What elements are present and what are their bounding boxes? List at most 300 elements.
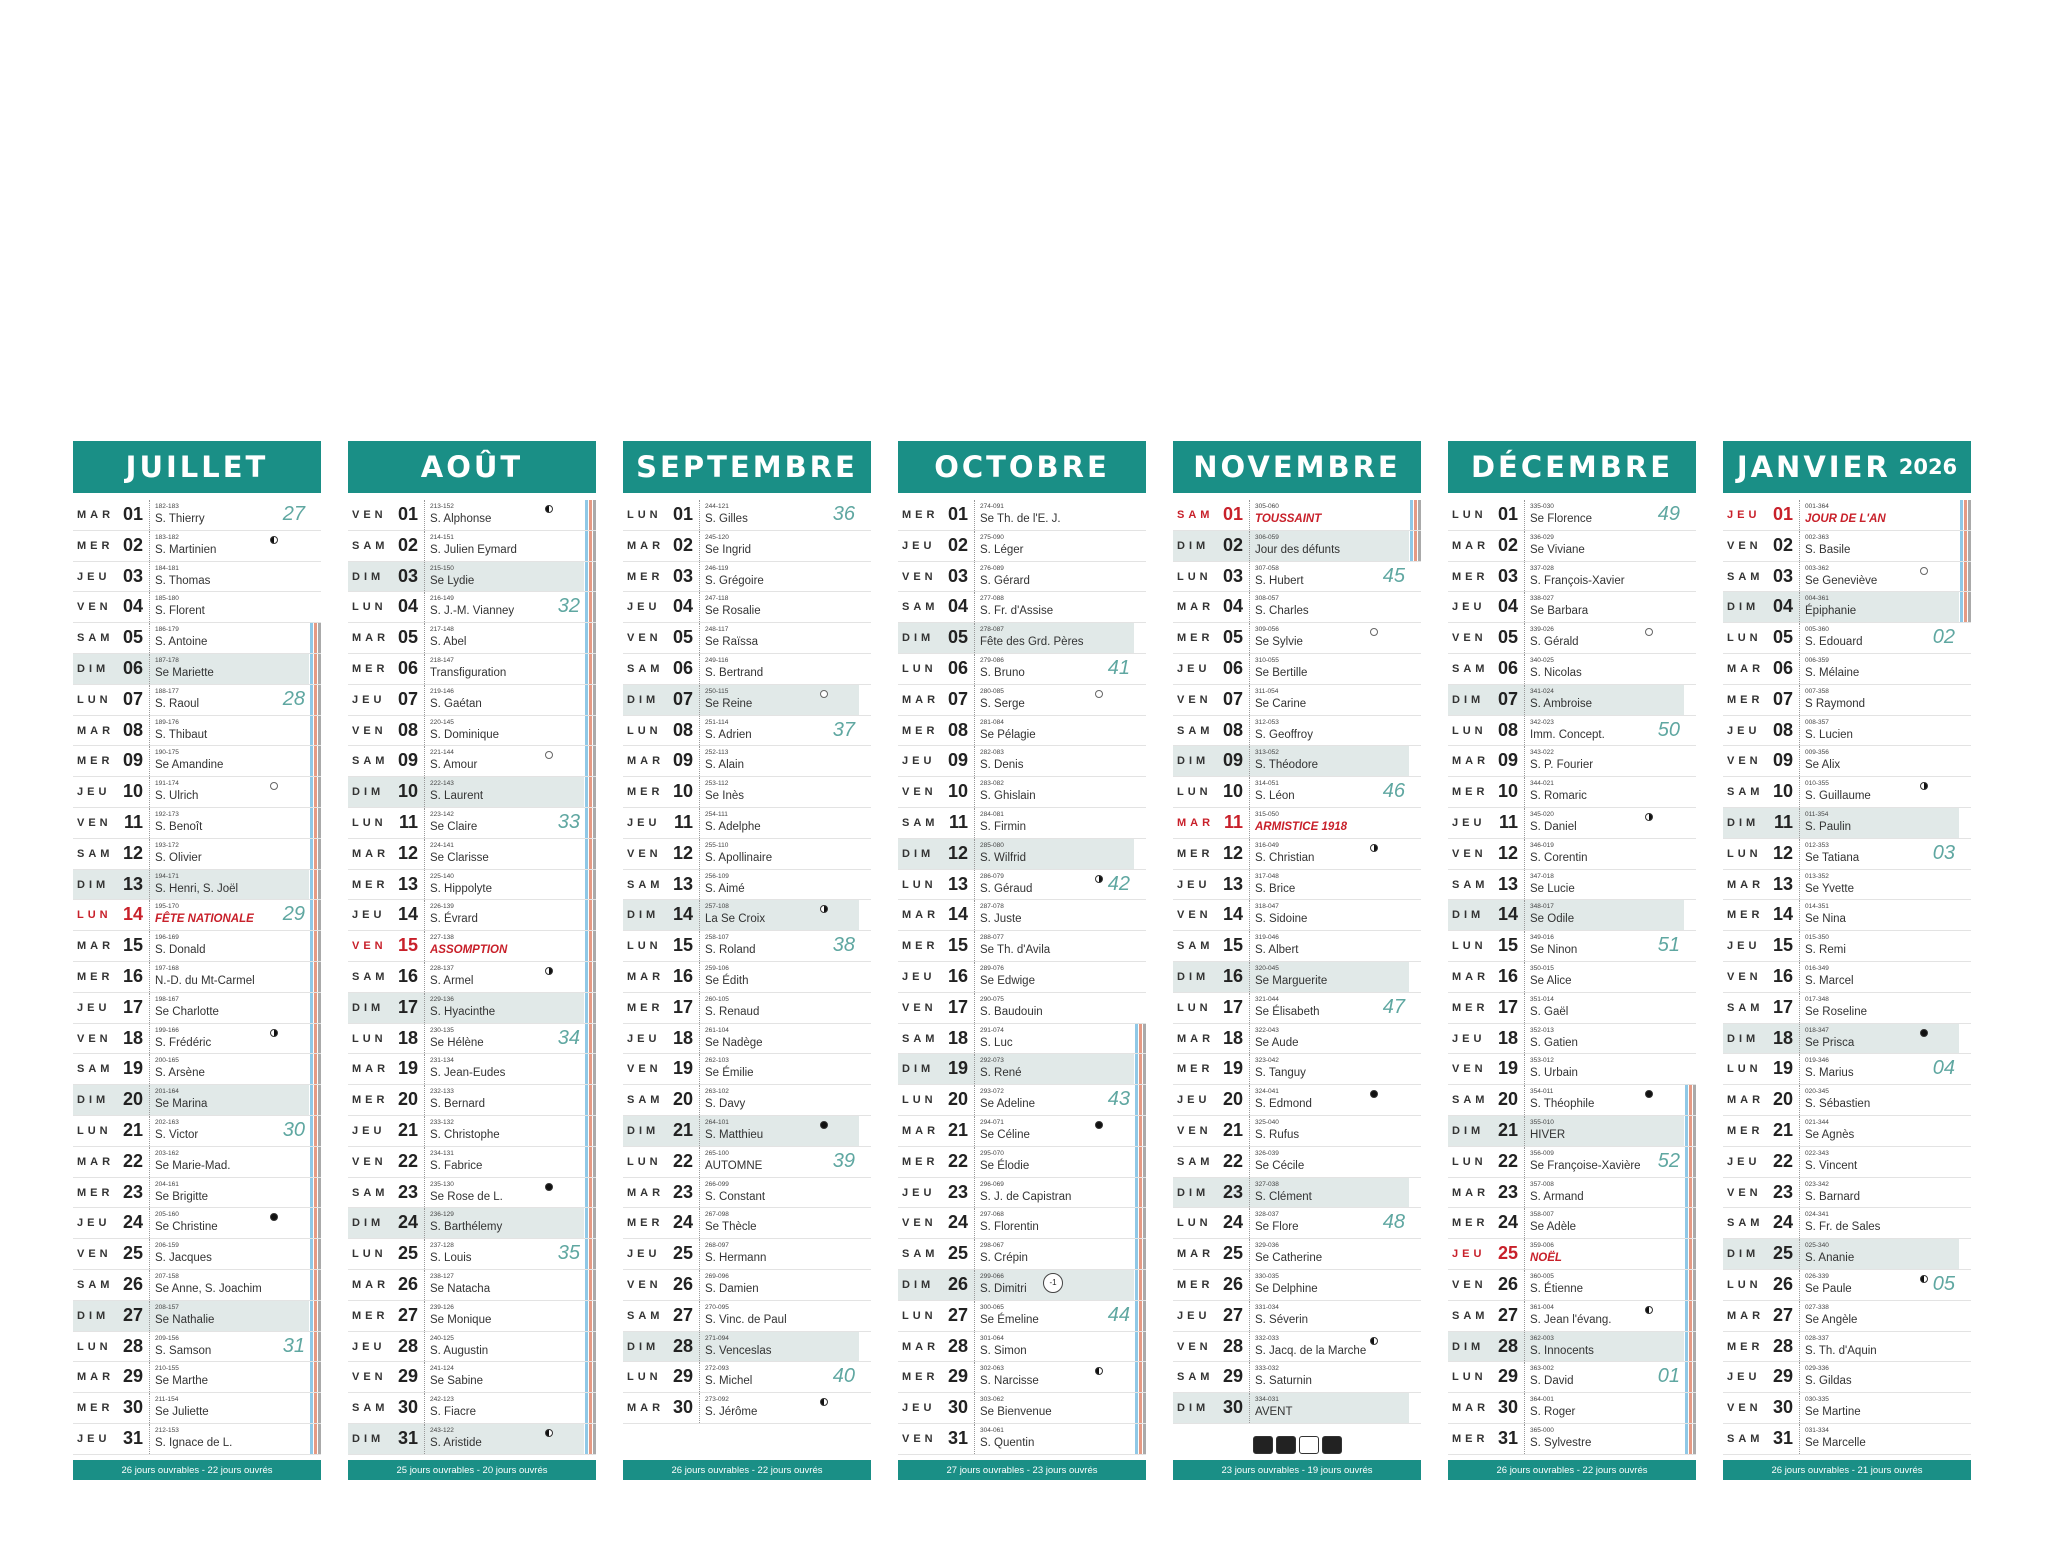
day-row[interactable] bbox=[1723, 746, 1971, 777]
day-row[interactable] bbox=[898, 993, 1146, 1024]
day-row[interactable] bbox=[623, 685, 871, 716]
day-row[interactable] bbox=[73, 1362, 321, 1393]
saint-name: S. Grégoire bbox=[705, 574, 764, 587]
day-row[interactable] bbox=[623, 1332, 871, 1363]
new-moon-icon bbox=[1095, 1121, 1103, 1129]
dotted-divider bbox=[1524, 1116, 1525, 1146]
day-row[interactable] bbox=[1723, 1147, 1971, 1178]
day-row[interactable] bbox=[348, 1332, 596, 1363]
zone-a-stripe bbox=[1960, 562, 1963, 592]
zone-c-stripe bbox=[593, 685, 596, 715]
day-row[interactable] bbox=[898, 562, 1146, 593]
weekday: DIM bbox=[1452, 1340, 1485, 1353]
day-number: 05 bbox=[947, 627, 968, 648]
dotted-divider bbox=[1524, 531, 1525, 561]
day-row[interactable] bbox=[73, 592, 321, 623]
day-row[interactable] bbox=[1723, 777, 1971, 808]
day-row[interactable] bbox=[1448, 531, 1696, 562]
day-row[interactable] bbox=[73, 962, 321, 993]
day-row[interactable] bbox=[898, 592, 1146, 623]
day-row[interactable] bbox=[1173, 777, 1421, 808]
day-row[interactable] bbox=[348, 1424, 596, 1455]
zone-a-stripe bbox=[585, 1024, 588, 1054]
day-row[interactable] bbox=[623, 500, 871, 531]
day-row[interactable] bbox=[1448, 1239, 1696, 1270]
day-row[interactable] bbox=[898, 746, 1146, 777]
day-row[interactable] bbox=[1448, 931, 1696, 962]
day-row[interactable] bbox=[1173, 1270, 1421, 1301]
day-row[interactable] bbox=[1448, 1085, 1696, 1116]
day-row[interactable] bbox=[73, 900, 321, 931]
day-row[interactable] bbox=[1723, 1424, 1971, 1455]
day-number: 18 bbox=[947, 1027, 968, 1048]
day-row[interactable] bbox=[348, 1301, 596, 1332]
day-row[interactable] bbox=[623, 1208, 871, 1239]
day-row[interactable] bbox=[1448, 962, 1696, 993]
month-column bbox=[1173, 441, 1421, 1476]
saint-name: Se Thècle bbox=[705, 1221, 757, 1234]
day-of-year-code: 285-080 bbox=[980, 841, 1004, 849]
weekday: MAR bbox=[352, 1063, 390, 1076]
day-row[interactable] bbox=[73, 839, 321, 870]
day-row[interactable] bbox=[348, 1024, 596, 1055]
day-row[interactable] bbox=[1723, 1024, 1971, 1055]
day-row[interactable] bbox=[348, 1116, 596, 1147]
day-row[interactable] bbox=[1448, 1116, 1696, 1147]
last-quarter-icon bbox=[1645, 813, 1653, 821]
day-row[interactable] bbox=[1173, 716, 1421, 747]
weekday: MER bbox=[352, 1309, 389, 1322]
day-row[interactable] bbox=[623, 1054, 871, 1085]
day-row[interactable] bbox=[1723, 654, 1971, 685]
day-row[interactable] bbox=[1448, 1178, 1696, 1209]
day-row[interactable] bbox=[898, 1054, 1146, 1085]
day-of-year-code: 312-053 bbox=[1255, 718, 1279, 726]
day-number: 24 bbox=[1497, 1212, 1518, 1233]
day-row[interactable] bbox=[1723, 1270, 1971, 1301]
day-row[interactable] bbox=[1448, 1332, 1696, 1363]
weekday: LUN bbox=[627, 1371, 662, 1384]
zone-b-stripe bbox=[314, 808, 317, 838]
day-row[interactable] bbox=[73, 1424, 321, 1455]
day-row[interactable] bbox=[1723, 1085, 1971, 1116]
month-header bbox=[1723, 441, 1971, 493]
day-row[interactable] bbox=[1723, 1116, 1971, 1147]
day-row[interactable] bbox=[1723, 716, 1971, 747]
day-row[interactable] bbox=[623, 1116, 871, 1147]
zone-a-stripe bbox=[310, 1424, 313, 1454]
day-row[interactable] bbox=[1723, 931, 1971, 962]
day-row[interactable] bbox=[73, 623, 321, 654]
day-row[interactable] bbox=[623, 1147, 871, 1178]
day-row[interactable] bbox=[623, 962, 871, 993]
day-row[interactable] bbox=[1723, 962, 1971, 993]
day-row[interactable] bbox=[348, 685, 596, 716]
day-row[interactable] bbox=[1173, 1332, 1421, 1363]
day-row[interactable] bbox=[898, 1147, 1146, 1178]
day-row[interactable] bbox=[73, 777, 321, 808]
day-row[interactable] bbox=[1173, 1301, 1421, 1332]
day-row[interactable] bbox=[1723, 1239, 1971, 1270]
zone-a-stripe bbox=[1135, 1301, 1138, 1331]
day-row[interactable] bbox=[1723, 592, 1971, 623]
day-row[interactable] bbox=[348, 654, 596, 685]
day-row[interactable] bbox=[623, 1239, 871, 1270]
day-row[interactable] bbox=[623, 1178, 871, 1209]
saint-name: S. Aristide bbox=[430, 1436, 482, 1449]
day-number: 06 bbox=[672, 657, 693, 678]
dotted-divider bbox=[149, 1116, 150, 1146]
day-row[interactable] bbox=[1448, 1301, 1696, 1332]
day-row[interactable] bbox=[348, 592, 596, 623]
day-row[interactable] bbox=[898, 1208, 1146, 1239]
day-row[interactable] bbox=[1448, 1362, 1696, 1393]
dotted-divider bbox=[149, 500, 150, 530]
day-row[interactable] bbox=[1448, 1393, 1696, 1424]
weekday: JEU bbox=[352, 693, 386, 706]
day-row[interactable] bbox=[1173, 685, 1421, 716]
day-row[interactable] bbox=[898, 623, 1146, 654]
day-row[interactable] bbox=[1173, 931, 1421, 962]
day-row[interactable] bbox=[623, 562, 871, 593]
day-row[interactable] bbox=[348, 1178, 596, 1209]
school-holiday-stripes bbox=[584, 1362, 596, 1392]
dotted-divider bbox=[699, 1332, 700, 1362]
zone-a-stripe bbox=[1685, 1178, 1688, 1208]
day-row[interactable] bbox=[1448, 746, 1696, 777]
day-row[interactable] bbox=[1173, 1208, 1421, 1239]
day-row[interactable] bbox=[348, 1270, 596, 1301]
day-row[interactable] bbox=[348, 1393, 596, 1424]
day-row[interactable] bbox=[1723, 900, 1971, 931]
day-row[interactable] bbox=[73, 746, 321, 777]
day-number: 04 bbox=[1497, 596, 1518, 617]
day-row[interactable] bbox=[623, 839, 871, 870]
dotted-divider bbox=[424, 1085, 425, 1115]
day-row[interactable] bbox=[348, 931, 596, 962]
day-row[interactable] bbox=[623, 1393, 871, 1424]
day-number: 20 bbox=[947, 1089, 968, 1110]
day-row[interactable] bbox=[348, 1054, 596, 1085]
day-row[interactable] bbox=[1173, 1054, 1421, 1085]
day-row[interactable] bbox=[348, 531, 596, 562]
saint-name: Se Sabine bbox=[430, 1375, 484, 1388]
day-row[interactable] bbox=[73, 654, 321, 685]
day-row[interactable] bbox=[1448, 654, 1696, 685]
day-row[interactable] bbox=[1723, 562, 1971, 593]
day-row[interactable] bbox=[1448, 1147, 1696, 1178]
day-row[interactable] bbox=[898, 839, 1146, 870]
day-row[interactable] bbox=[1173, 654, 1421, 685]
day-row[interactable] bbox=[1448, 1270, 1696, 1301]
day-row[interactable] bbox=[348, 1208, 596, 1239]
weekday: DIM bbox=[1177, 539, 1210, 552]
zone-a-stripe bbox=[310, 1054, 313, 1084]
day-row[interactable] bbox=[1723, 1208, 1971, 1239]
day-row[interactable] bbox=[623, 1024, 871, 1055]
day-row[interactable] bbox=[348, 839, 596, 870]
day-row[interactable] bbox=[1723, 1393, 1971, 1424]
zone-b-stripe bbox=[1139, 1239, 1142, 1269]
day-row[interactable] bbox=[1173, 1362, 1421, 1393]
day-row[interactable] bbox=[1173, 1393, 1421, 1424]
day-row[interactable] bbox=[898, 931, 1146, 962]
day-row[interactable] bbox=[1173, 1178, 1421, 1209]
day-number: 31 bbox=[122, 1427, 143, 1448]
day-row[interactable] bbox=[348, 870, 596, 901]
weekday: SAM bbox=[352, 1402, 389, 1415]
day-row[interactable] bbox=[623, 1362, 871, 1393]
dotted-divider bbox=[149, 962, 150, 992]
dotted-divider bbox=[699, 931, 700, 961]
weekday: MER bbox=[1727, 909, 1764, 922]
day-row[interactable] bbox=[73, 562, 321, 593]
day-row[interactable] bbox=[1173, 962, 1421, 993]
day-row[interactable] bbox=[1173, 1239, 1421, 1270]
day-row[interactable] bbox=[623, 716, 871, 747]
day-row[interactable] bbox=[1723, 500, 1971, 531]
day-row[interactable] bbox=[1723, 1332, 1971, 1363]
day-row[interactable] bbox=[1723, 870, 1971, 901]
day-number: 14 bbox=[397, 904, 418, 925]
day-row[interactable] bbox=[898, 1270, 1146, 1301]
day-row[interactable] bbox=[1448, 500, 1696, 531]
day-row[interactable] bbox=[898, 900, 1146, 931]
day-row[interactable] bbox=[1723, 993, 1971, 1024]
day-row[interactable] bbox=[623, 870, 871, 901]
weekday: VEN bbox=[77, 1248, 112, 1261]
weekday: LUN bbox=[1452, 940, 1487, 953]
day-row[interactable] bbox=[348, 808, 596, 839]
day-row[interactable] bbox=[1723, 1362, 1971, 1393]
day-row[interactable] bbox=[1173, 592, 1421, 623]
day-row[interactable] bbox=[1723, 531, 1971, 562]
day-of-year-code: 006-359 bbox=[1805, 656, 1829, 664]
day-row[interactable] bbox=[1173, 562, 1421, 593]
day-of-year-code: 325-040 bbox=[1255, 1118, 1279, 1126]
day-row[interactable] bbox=[73, 1301, 321, 1332]
day-row[interactable] bbox=[898, 1116, 1146, 1147]
day-row[interactable] bbox=[73, 1024, 321, 1055]
school-holiday-stripes bbox=[1134, 1147, 1146, 1177]
day-row[interactable] bbox=[73, 1116, 321, 1147]
weekday: LUN bbox=[627, 940, 662, 953]
day-row[interactable] bbox=[73, 1239, 321, 1270]
day-row[interactable] bbox=[898, 962, 1146, 993]
zone-b-stripe bbox=[314, 839, 317, 869]
day-row[interactable] bbox=[1448, 808, 1696, 839]
day-row[interactable] bbox=[1448, 623, 1696, 654]
day-row[interactable] bbox=[1448, 993, 1696, 1024]
dotted-divider bbox=[424, 1239, 425, 1269]
day-row[interactable] bbox=[73, 531, 321, 562]
day-row[interactable] bbox=[898, 808, 1146, 839]
day-row[interactable] bbox=[1173, 839, 1421, 870]
day-row[interactable] bbox=[623, 531, 871, 562]
day-row[interactable] bbox=[348, 1362, 596, 1393]
weekday: MAR bbox=[902, 693, 940, 706]
day-row[interactable] bbox=[348, 1239, 596, 1270]
day-row[interactable] bbox=[73, 1178, 321, 1209]
day-row[interactable] bbox=[73, 1085, 321, 1116]
day-row[interactable] bbox=[1723, 1301, 1971, 1332]
day-of-year-code: 305-060 bbox=[1255, 503, 1279, 510]
day-row[interactable] bbox=[1173, 808, 1421, 839]
day-row[interactable] bbox=[1173, 993, 1421, 1024]
day-row[interactable] bbox=[1173, 870, 1421, 901]
day-number: 26 bbox=[397, 1273, 418, 1294]
day-row[interactable] bbox=[348, 1085, 596, 1116]
day-row[interactable] bbox=[73, 1208, 321, 1239]
day-row[interactable] bbox=[1448, 1208, 1696, 1239]
day-row[interactable] bbox=[898, 1085, 1146, 1116]
day-row[interactable] bbox=[898, 1239, 1146, 1270]
day-row[interactable] bbox=[73, 1147, 321, 1178]
day-of-year-code: 357-008 bbox=[1530, 1180, 1554, 1188]
day-row[interactable] bbox=[623, 993, 871, 1024]
day-row[interactable] bbox=[898, 1301, 1146, 1332]
weekday: SAM bbox=[1727, 570, 1764, 583]
day-row[interactable] bbox=[1173, 1116, 1421, 1147]
day-row[interactable] bbox=[348, 1147, 596, 1178]
day-row[interactable] bbox=[623, 808, 871, 839]
day-row[interactable] bbox=[348, 500, 596, 531]
school-holiday-stripes bbox=[309, 1270, 321, 1300]
zone-b-stripe bbox=[1689, 1239, 1692, 1269]
saint-name: S. Adrien bbox=[705, 728, 752, 741]
day-row[interactable] bbox=[623, 654, 871, 685]
day-row[interactable] bbox=[1448, 1424, 1696, 1455]
day-row[interactable] bbox=[73, 993, 321, 1024]
day-row[interactable] bbox=[348, 746, 596, 777]
zone-b-stripe bbox=[1139, 1085, 1142, 1115]
day-row[interactable] bbox=[1723, 839, 1971, 870]
weekday: VEN bbox=[902, 1432, 937, 1445]
day-number: 26 bbox=[1222, 1273, 1243, 1294]
day-row[interactable] bbox=[1173, 500, 1421, 531]
school-holiday-stripes bbox=[1684, 1301, 1696, 1331]
saint-name: Se Clarisse bbox=[430, 851, 489, 864]
day-row[interactable] bbox=[898, 777, 1146, 808]
day-row[interactable] bbox=[73, 1270, 321, 1301]
day-row[interactable] bbox=[1173, 1085, 1421, 1116]
day-row[interactable] bbox=[1173, 900, 1421, 931]
zone-b-stripe bbox=[1689, 1362, 1692, 1392]
day-row[interactable] bbox=[623, 1270, 871, 1301]
day-row[interactable] bbox=[1448, 1054, 1696, 1085]
day-row[interactable] bbox=[1448, 1024, 1696, 1055]
school-holiday-stripes bbox=[584, 746, 596, 776]
day-row[interactable] bbox=[898, 1393, 1146, 1424]
day-row[interactable] bbox=[623, 623, 871, 654]
paper-icon bbox=[1299, 1436, 1319, 1454]
school-holiday-stripes bbox=[1134, 1178, 1146, 1208]
dotted-divider bbox=[149, 900, 150, 930]
day-row[interactable] bbox=[898, 1024, 1146, 1055]
day-row[interactable] bbox=[1173, 1024, 1421, 1055]
school-holiday-stripes bbox=[309, 1024, 321, 1054]
day-number: 10 bbox=[1497, 781, 1518, 802]
day-row[interactable] bbox=[623, 1085, 871, 1116]
day-row[interactable] bbox=[73, 931, 321, 962]
day-row[interactable] bbox=[1448, 685, 1696, 716]
day-row[interactable] bbox=[898, 1424, 1146, 1455]
saint-name: Se Edwige bbox=[980, 974, 1035, 987]
day-row[interactable] bbox=[898, 1332, 1146, 1363]
day-row[interactable] bbox=[1173, 746, 1421, 777]
day-of-year-code: 281-084 bbox=[980, 718, 1004, 726]
day-row[interactable] bbox=[1173, 623, 1421, 654]
day-row[interactable] bbox=[73, 1054, 321, 1085]
day-row[interactable] bbox=[898, 685, 1146, 716]
day-row[interactable] bbox=[1723, 1178, 1971, 1209]
dotted-divider bbox=[1524, 777, 1525, 807]
day-row[interactable] bbox=[623, 777, 871, 808]
day-row[interactable] bbox=[1448, 900, 1696, 931]
working-days-footer: 25 jours ouvrables - 20 jours ouvrés bbox=[348, 1460, 596, 1480]
weekday: MER bbox=[902, 509, 939, 521]
day-row[interactable] bbox=[348, 962, 596, 993]
day-row[interactable] bbox=[898, 716, 1146, 747]
day-row[interactable] bbox=[348, 562, 596, 593]
day-row[interactable] bbox=[348, 900, 596, 931]
day-row[interactable] bbox=[73, 685, 321, 716]
weekday: SAM bbox=[902, 1032, 939, 1045]
day-row[interactable] bbox=[348, 623, 596, 654]
day-row[interactable] bbox=[623, 1301, 871, 1332]
day-row[interactable] bbox=[623, 592, 871, 623]
day-row[interactable] bbox=[73, 1332, 321, 1363]
day-row[interactable] bbox=[73, 500, 321, 531]
day-row[interactable] bbox=[348, 993, 596, 1024]
day-row[interactable] bbox=[1448, 839, 1696, 870]
day-of-year-code: 227-138 bbox=[430, 934, 454, 942]
day-row[interactable] bbox=[1448, 592, 1696, 623]
day-row[interactable] bbox=[1448, 870, 1696, 901]
day-row[interactable] bbox=[898, 531, 1146, 562]
day-of-year-code: 012-353 bbox=[1805, 841, 1829, 849]
day-row[interactable] bbox=[898, 500, 1146, 531]
day-row[interactable] bbox=[898, 1178, 1146, 1209]
day-row[interactable] bbox=[73, 716, 321, 747]
day-row[interactable] bbox=[1723, 808, 1971, 839]
day-row[interactable] bbox=[1448, 777, 1696, 808]
day-row[interactable] bbox=[898, 1362, 1146, 1393]
school-holiday-stripes bbox=[309, 993, 321, 1023]
day-of-year-code: 308-057 bbox=[1255, 595, 1279, 603]
day-row[interactable] bbox=[1173, 531, 1421, 562]
day-row[interactable] bbox=[1723, 623, 1971, 654]
day-row[interactable] bbox=[73, 1393, 321, 1424]
day-row[interactable] bbox=[348, 716, 596, 747]
day-row[interactable] bbox=[1173, 1147, 1421, 1178]
day-row[interactable] bbox=[1448, 716, 1696, 747]
weekday: MER bbox=[902, 1155, 939, 1168]
day-row[interactable] bbox=[1723, 1054, 1971, 1085]
day-row[interactable] bbox=[898, 870, 1146, 901]
day-row[interactable] bbox=[1448, 562, 1696, 593]
day-number: 23 bbox=[122, 1181, 143, 1202]
day-row[interactable] bbox=[623, 900, 871, 931]
day-row[interactable] bbox=[623, 931, 871, 962]
dotted-divider bbox=[699, 1054, 700, 1084]
day-row[interactable] bbox=[348, 777, 596, 808]
day-row[interactable] bbox=[73, 870, 321, 901]
day-row[interactable] bbox=[623, 746, 871, 777]
day-row[interactable] bbox=[73, 808, 321, 839]
day-row[interactable] bbox=[898, 654, 1146, 685]
day-row[interactable] bbox=[1723, 685, 1971, 716]
